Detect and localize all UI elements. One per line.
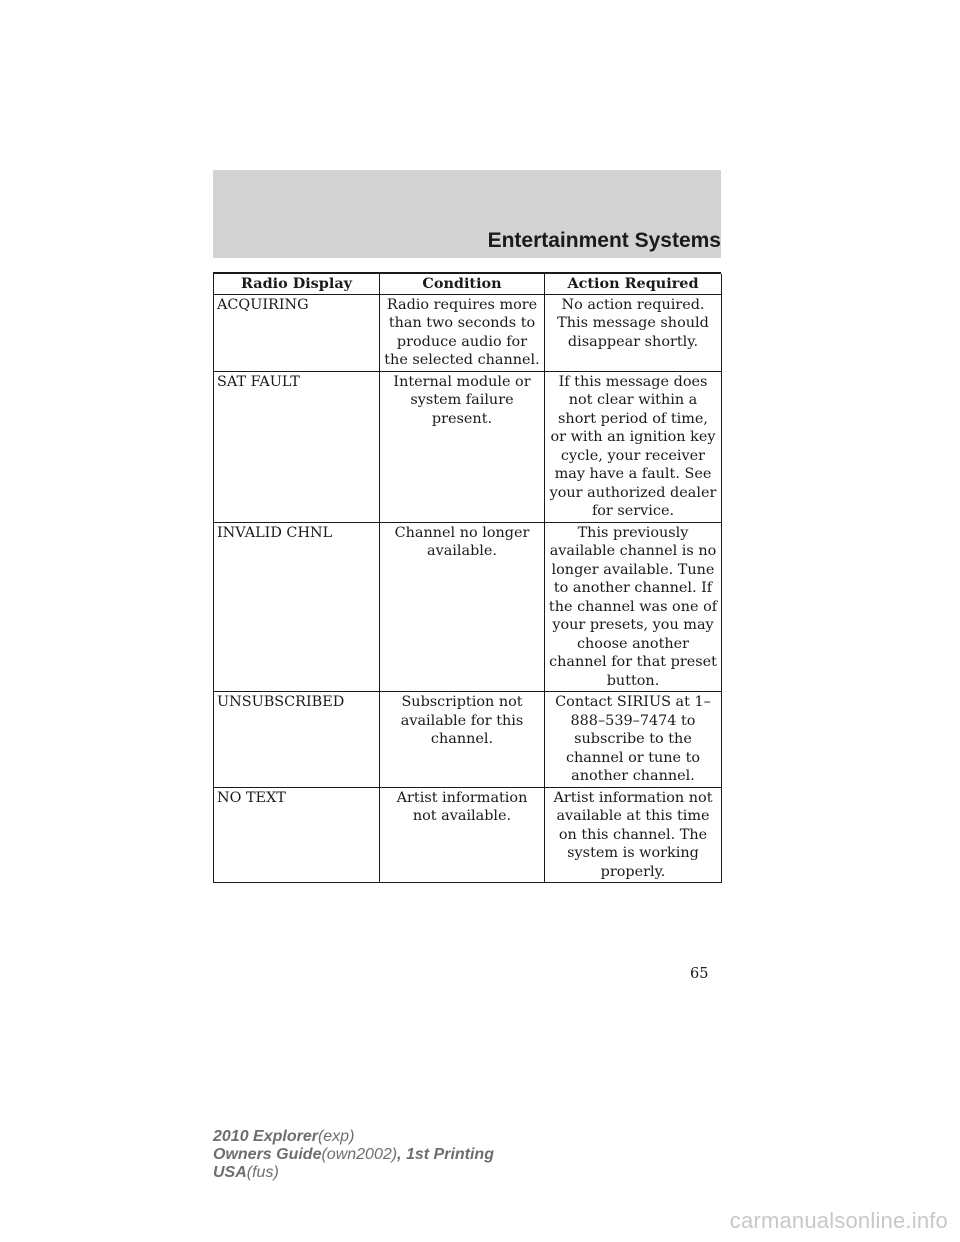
footer-line-model (213, 1128, 494, 1146)
radio-display-cell: NO TEXT (214, 787, 380, 883)
footer-line-market (213, 1164, 494, 1182)
radio-display-cell: UNSUBSCRIBED (214, 692, 380, 788)
condition-cell: Internal module or system failure present. (380, 371, 545, 522)
radio-display-cell: ACQUIRING (214, 294, 380, 371)
table-row (214, 294, 722, 371)
column-header-condition: Condition (380, 274, 545, 294)
footer-model: 2010 Explorer (213, 1128, 318, 1145)
document-footer (213, 1128, 494, 1182)
footer-line-guide (213, 1146, 494, 1164)
action-cell: Artist information not available at this time on this channel. The system is working properly. (545, 787, 722, 883)
table-row (214, 692, 722, 788)
table-header-row (214, 274, 722, 294)
table-row (214, 522, 722, 692)
footer-printing: , 1st Printing (397, 1146, 494, 1163)
table-row (214, 371, 722, 522)
footer-guide-code: (own2002) (321, 1146, 398, 1163)
footer-market-code: (fus) (246, 1164, 279, 1181)
footer-market: USA (213, 1164, 247, 1181)
condition-cell: Subscription not available for this channel. (380, 692, 545, 788)
radio-display-cell: INVALID CHNL (214, 522, 380, 692)
column-header-action-required: Action Required (545, 274, 722, 294)
action-cell: If this message does not clear within a short period of time, or with an ignition key cycle, your receiver may have a fault. See your authorized dealer for service. (545, 371, 722, 522)
radio-display-table (213, 274, 722, 883)
action-cell: Contact SIRIUS at 1–888–539–7474 to subscribe to the channel or tune to another channel. (545, 692, 722, 788)
condition-cell: Radio requires more than two seconds to produce audio for the selected channel. (380, 294, 545, 371)
section-header (213, 170, 721, 258)
table-row (214, 787, 722, 883)
radio-display-cell: SAT FAULT (214, 371, 380, 522)
footer-model-code: (exp) (317, 1128, 355, 1145)
condition-cell: Artist information not available. (380, 787, 545, 883)
page-number: 65 (690, 966, 709, 982)
condition-cell: Channel no longer available. (380, 522, 545, 692)
column-header-radio-display: Radio Display (214, 274, 380, 294)
action-cell: No action required. This message should disappear shortly. (545, 294, 722, 371)
action-cell: This previously available channel is no longer available. Tune to another channel. If the channel was one of your presets, you may choose another channel for that preset button. (545, 522, 722, 692)
footer-guide: Owners Guide (213, 1146, 322, 1163)
watermark: carmanualsonline.info (729, 1208, 948, 1233)
section-title: Entertainment Systems (487, 229, 721, 252)
